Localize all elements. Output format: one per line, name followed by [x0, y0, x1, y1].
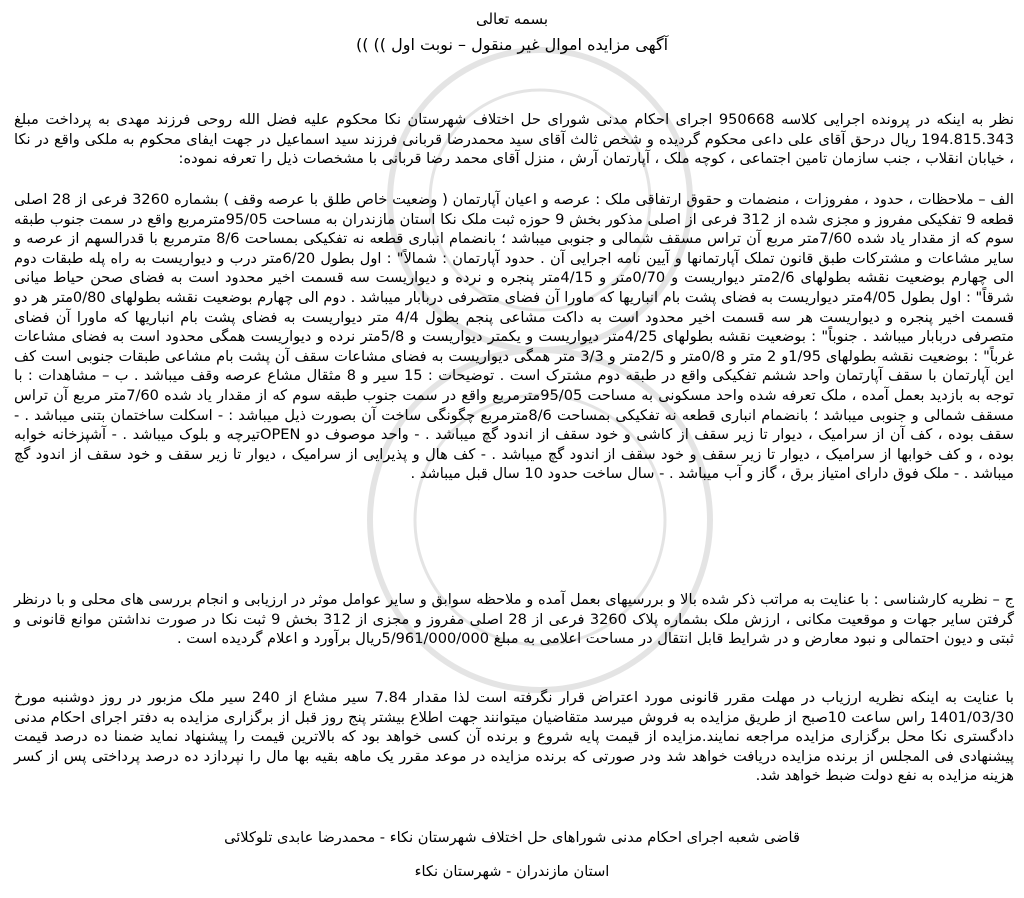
auction-terms-paragraph: با عنایت به اینکه نظریه ارزیاب در مهلت مقرر قانونی مورد اعتراض قرار نگرفته است لذا مقدار 7.84 سیر مشاع از 240 سیر ملک مزبور در روز دوشنبه مورخ 1401/03/30 راس ساعت 10صبح از طریق مزایده به فروش میرسد متقاضیان میتوانند جهت اطلاع بیشتر پنج روز قبل از برگزاری مزایده به دفتر اجرای احکام مدنی دادگستری نکا محل برگزاری مزایده مراجعه نمایند.مزایده از قیمت پایه شروع و برنده آن کسی خواهد بود که بالاترین قیمت را پیشنهاد نماید ضمنا ده درصد قیمت پیشنهادی فی المجلس از برنده مزایده دریافت خواهد شد ودر صورتی که برنده مزایده در موعد مقرر یک ماهه بقیه بها مال را نپردازد ده درصد پرداختی پس از کسر هزینه مزایده به نفع دولت ضبط خواهد شد. [14, 689, 1015, 785]
property-details-paragraph: الف – ملاحظات ، حدود ، مفروزات ، منضمات و حقوق ارتفاقی ملک : عرصه و اعیان آپارتمان ( وضعیت خاص طلق با عرصه وقف ) بشماره 3260 فرعی از 28 اصلی قطعه 9 تفکیکی مفروز و مجزی شده از 312 فرعی از اصلی مذکور بخش 9 حوزه ثبت ملک نکا استان مازندران به مساحت 95/05مترمربع واقع در سمت جنوب طبقه سوم که از مقدار یاد شده 7/60متر مربع آن تراس مسقف شمالی و جنوبی میباشد ؛ بانضمام انباری قطعه نه تفکیکی بمساحت 8/6 مترمربع با قدرالسهم از عرصه و سایر مشاعات و مشترکات طبق قانون تملک آپارتمانها و آیین نامه اجرایی آن . حدود آپارتمان : شمالاً" : اول بطول 6/20متر درب و دیواریست به راه پله طبقات دوم الی چهارم بوضعیت نقشه بطولهای 2/6متر دیواریست و 0/70متر و 4/15متر پنجره و نرده و دیواریست سه قسمت اخیر محدود است به فضای صحن حیاط میانی شرقاً" : اول بطول 4/05متر دیواریست به فضای پشت بام انباریها که ماورا آن فضای متصرفی دربابار میباشد . دوم الی چهارم بوضعیت نقشه بطولهای 0/80متر هر دو قسمت اخیر پنجره و دیواریست هر سه قسمت اخیر محدود است به داکت مشاعی پنجم بطول 4/4 متر دیواریست به فضای پشت بام انباریها که ماورا آن فضای متصرفی دربابار میباشد . جنوباً" : بوضعیت نقشه بطولهای 4/25متر دیواریست و یکمتر دیواریست و 5/8متر نرده و دیواریست همگی محدود است به فضای مشاعات غرباً" : بوضعیت نقشه بطولهای 1/95و 2 متر و 0/8متر و 2/5متر و 3/3 متر همگی دیواریست به فضای مشاعات سقف آن پشت بام مشاعی طبقات جنوبی است کف این آپارتمان با سقف آپارتمان واحد ششم تفکیکی واقع در طبقه دوم مشترک است . توضیحات : 15 سیر و 8 مثقال مشاع عرصه وقف میباشد . ب – مشاهدات : با توجه به بازدید بعمل آمده ، ملک تعرفه شده واحد مسکونی به مساحت 95/05مترمربع واقع در سمت جنوب طبقه سوم که از مقدار یاد شده 7/60متر مربع آن تراس مسقف شمالی و جنوبی میباشد ؛ بانضمام انباری قطعه نه تفکیکی بمساحت 8/6مترمربع چگونگی ساخت آن بصورت ذیل میباشد : - اسکلت ساختمان بتنی میباشد . - سقف بوده ، کف آن از سرامیک ، دیوار تا زیر سقف از کاشی و خود سقف از اندود گچ میباشد . - واحد موصوف دو OPENتیرچه و بلوک میباشد . - آشپزخانه خوابه بوده ، و کف خوابها از سرامیک ، دیوار تا زیر سقف و خود سقف از اندود گچ میباشد . - کف هال و پذیرایی از سرامیک ، دیوار تا زیر سقف و خود سقف از اندود گچ میباشد . - ملک فوق دارای امتیاز برق ، گاز و آب میباشد . - سال ساخت حدود 10 سال قبل میباشد . [14, 191, 1015, 483]
basmala-heading: بسمه تعالی [475, 10, 549, 28]
intro-paragraph: نظر به اینکه در پرونده اجرایی کلاسه 950668 اجرای احکام مدنی شورای حل اختلاف شهرستان نکا محکوم علیه فضل الله روحی فرزند مهدی به پرداخت مبلغ 194.815.343 ریال درحق آقای علی داعی محکوم گردیده و شخص ثالث آقای سید محمدرضا قربانی فرزند سید اسماعیل در جهت ایفای محکوم به ملکی واقع در نکا ، خیابان انقلاب ، جنب سازمان تامین اجتماعی ، کوچه ملک ، آپارتمان آرش ، منزل آقای محمد رضا قربانی با مشخصات ذیل را تعرفه نموده: [14, 111, 1014, 168]
judge-signature-line: قاضی شعبه اجرای احکام مدنی شوراهای حل اختلاف شهرستان نکاء - محمدرضا عابدی تلوکلائی [224, 829, 800, 846]
notice-title: آگهی مزایده اموال غیر منقول – نوبت اول )) )) [355, 35, 669, 54]
province-city-line: استان مازندران - شهرستان نکاء [414, 863, 610, 880]
expert-opinion-paragraph: ج – نظریه کارشناسی : با عنایت به مراتب ذکر شده بالا و بررسیهای بعمل آمده و ملاحظه سوابق و سایر عوامل موثر در ارزیابی و انجام بررسی های محلی و با درنظر گرفتن سایر جهات و موقعیت مکانی ، ارزش ملک بشماره پلاک 3260 فرعی از 28 اصلی مفروز و مجزی از 312 بخش 9 ثبت نکا در صورت نداشتن موانع قانونی و ثبتی و دیون احتمالی و نبود معارض و در شرایط قابل انتقال در مساحت اعلامی به مبلغ 5/961/000/000ریال برآورد و اعلام گردیده است . [14, 591, 1015, 648]
